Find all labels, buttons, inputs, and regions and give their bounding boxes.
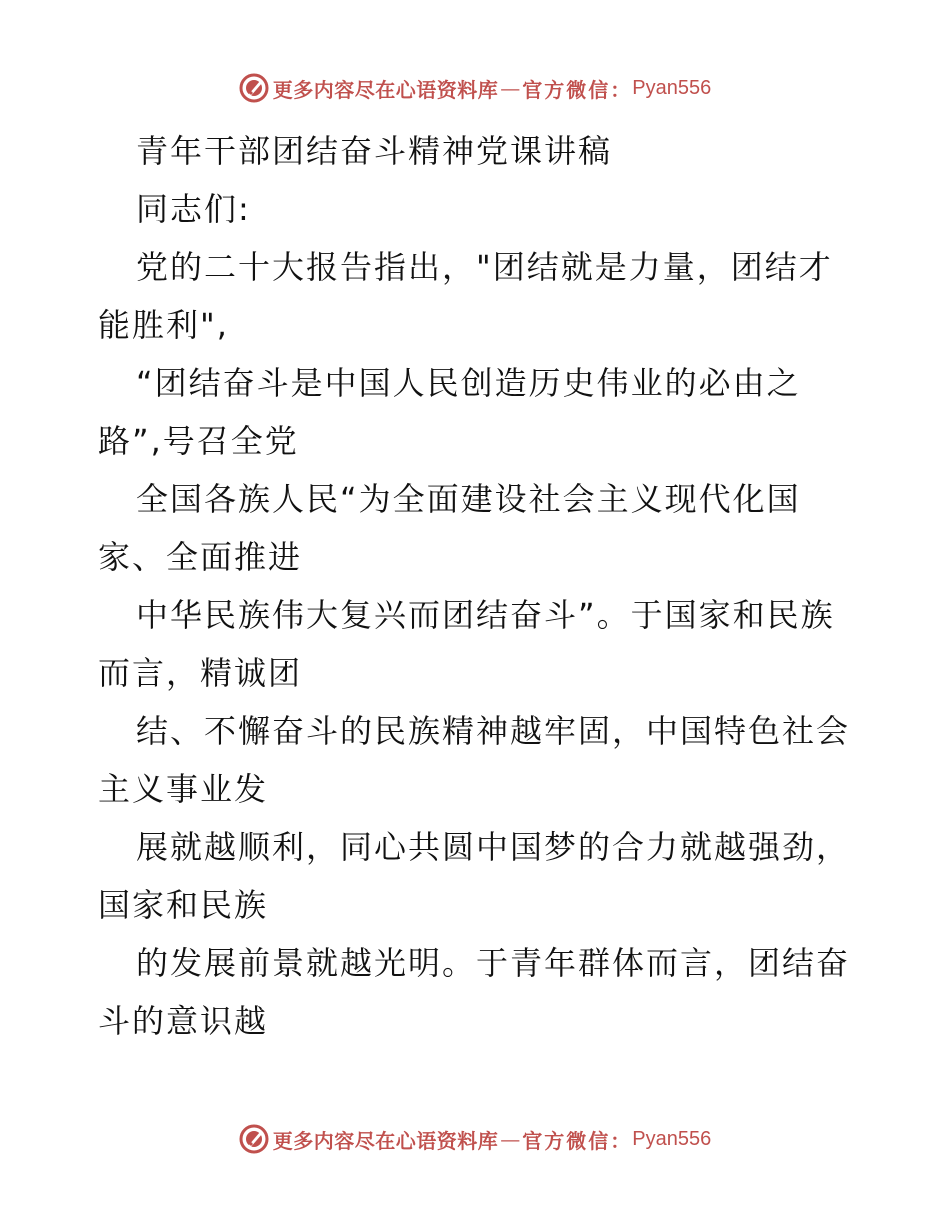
text-line: 能胜利", (98, 306, 229, 344)
document-body (98, 122, 868, 1050)
text-line: 而言，精诚团 (98, 654, 303, 692)
text-line: 中华民族伟大复兴而团结奋斗”。于国家和民族 (136, 596, 835, 634)
text-line: 展就越顺利，同心共圆中国梦的合力就越强劲， (136, 828, 851, 866)
text-line: 党的二十大报告指出，"团结就是力量，团结才 (136, 248, 833, 286)
text-line: 全国各族人民“为全面建设社会主义现代化国 (136, 480, 801, 518)
watermark-wechat-label: 官方微信： (522, 77, 633, 102)
header-watermark (0, 73, 950, 103)
greeting-line: 同志们: (136, 190, 251, 228)
text-line: 结、不懈奋斗的民族精神越牢固，中国特色社会 (136, 712, 851, 750)
watermark-dash: — (500, 76, 521, 100)
watermark-wechat-handle: Pyan556 (632, 1127, 712, 1150)
watermark-wechat-handle: Pyan556 (632, 76, 712, 99)
text-line: 路”,号召全党 (98, 422, 299, 460)
text-line: 家、全面推进 (98, 538, 303, 576)
pen-logo-icon (239, 73, 269, 103)
text-line: 国家和民族 (98, 886, 269, 924)
pen-logo-icon (239, 1124, 269, 1154)
text-line: 主义事业发 (98, 770, 269, 808)
document-title: 青年干部团结奋斗精神党课讲稿 (136, 132, 613, 170)
watermark-dash: — (500, 1127, 521, 1151)
footer-watermark (0, 1124, 950, 1154)
text-line: 斗的意识越 (98, 1002, 269, 1040)
text-line: 的发展前景就越光明。于青年群体而言，团结奋 (136, 944, 851, 982)
text-line: “团结奋斗是中国人民创造历史伟业的必由之 (136, 364, 801, 402)
watermark-wechat-label: 官方微信： (522, 1128, 633, 1153)
watermark-main-text: 更多内容尽在心语资料库 (272, 77, 499, 102)
watermark-main-text: 更多内容尽在心语资料库 (272, 1128, 499, 1153)
